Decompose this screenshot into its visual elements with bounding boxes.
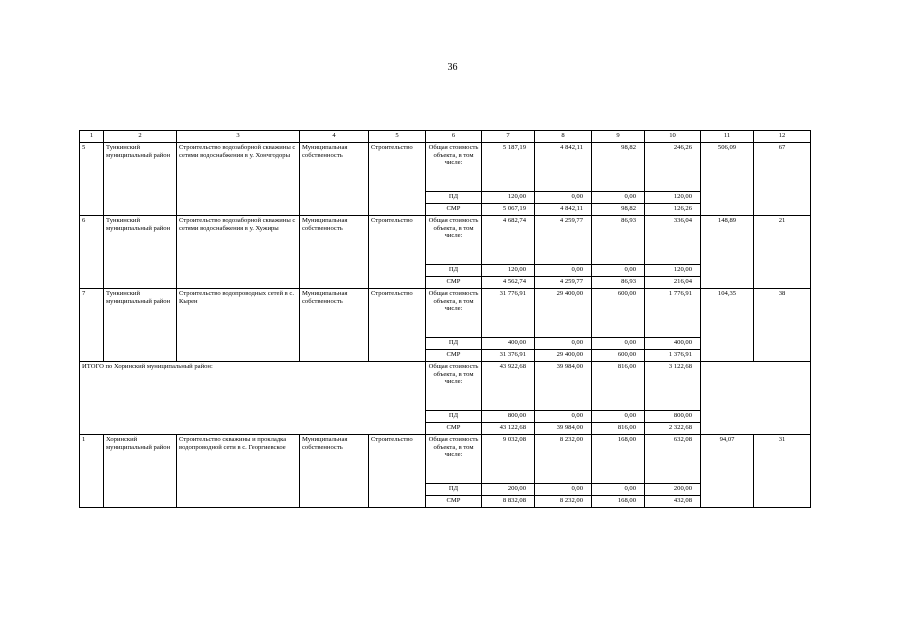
- value-cell: 816,00: [592, 362, 645, 411]
- smr-label: СМР: [426, 496, 482, 508]
- page-number: 36: [447, 62, 458, 73]
- value-cell: 632,08: [645, 435, 701, 484]
- objects-table: [79, 130, 811, 508]
- value-cell: 98,82: [592, 143, 645, 192]
- value-cell: 4 682,74: [482, 216, 535, 265]
- value-cell: 1 376,91: [645, 350, 701, 362]
- value-cell: 5 067,19: [482, 204, 535, 216]
- column-number: 7: [482, 131, 535, 143]
- value-cell: 43 122,68: [482, 423, 535, 435]
- row-number: 5: [80, 143, 104, 216]
- pd-label: ПД: [426, 411, 482, 423]
- value-cell: 86,93: [592, 216, 645, 265]
- pd-label: ПД: [426, 484, 482, 496]
- district-cell: Тункинский муниципальный район: [104, 289, 177, 362]
- value-cell: 216,04: [645, 277, 701, 289]
- empty-cell: [701, 362, 811, 435]
- value-cell: 200,00: [482, 484, 535, 496]
- value-cell: 8 232,00: [535, 435, 592, 484]
- col11-cell: 94,07: [701, 435, 754, 508]
- total-row-label: ИТОГО по Хоринский муниципальный район:: [80, 362, 426, 435]
- column-number: 1: [80, 131, 104, 143]
- pd-label: ПД: [426, 338, 482, 350]
- value-cell: 1 776,91: [645, 289, 701, 338]
- column-number: 12: [754, 131, 811, 143]
- table-row: [80, 143, 811, 192]
- column-number: 3: [177, 131, 300, 143]
- column-number: 6: [426, 131, 482, 143]
- col12-cell: 38: [754, 289, 811, 362]
- value-cell: 432,08: [645, 496, 701, 508]
- value-cell: 39 984,00: [535, 423, 592, 435]
- value-cell: 126,26: [645, 204, 701, 216]
- column-number: 5: [369, 131, 426, 143]
- value-cell: 29 400,00: [535, 350, 592, 362]
- value-cell: 31 376,91: [482, 350, 535, 362]
- column-number: 9: [592, 131, 645, 143]
- district-cell: Тункинский муниципальный район: [104, 216, 177, 289]
- value-cell: 336,04: [645, 216, 701, 265]
- ownership-cell: Муниципальная собственность: [300, 289, 369, 362]
- ownership-cell: Муниципальная собственность: [300, 435, 369, 508]
- value-cell: 400,00: [645, 338, 701, 350]
- value-cell: 120,00: [482, 192, 535, 204]
- col12-cell: 21: [754, 216, 811, 289]
- total-cost-label: Общая стоимость объекта, в том числе:: [426, 289, 482, 338]
- value-cell: 800,00: [482, 411, 535, 423]
- value-cell: 4 562,74: [482, 277, 535, 289]
- value-cell: 8 832,08: [482, 496, 535, 508]
- column-number: 10: [645, 131, 701, 143]
- value-cell: 246,26: [645, 143, 701, 192]
- value-cell: 0,00: [535, 484, 592, 496]
- smr-label: СМР: [426, 350, 482, 362]
- value-cell: 0,00: [592, 192, 645, 204]
- value-cell: 43 922,68: [482, 362, 535, 411]
- value-cell: 0,00: [535, 265, 592, 277]
- value-cell: 4 259,77: [535, 277, 592, 289]
- work-type-cell: Строительство: [369, 143, 426, 216]
- total-cost-label: Общая стоимость объекта, в том числе:: [426, 435, 482, 484]
- total-cost-label: Общая стоимость объекта, в том числе:: [426, 143, 482, 192]
- col11-cell: 104,35: [701, 289, 754, 362]
- value-cell: 800,00: [645, 411, 701, 423]
- smr-label: СМР: [426, 204, 482, 216]
- value-cell: 0,00: [535, 411, 592, 423]
- object-cell: Строительство водозаборной скважины с сетями водоснабжения в у. Хончгодоры: [177, 143, 300, 216]
- total-row: [80, 362, 811, 411]
- ownership-cell: Муниципальная собственность: [300, 143, 369, 216]
- column-number: 2: [104, 131, 177, 143]
- value-cell: 4 842,11: [535, 204, 592, 216]
- pd-label: ПД: [426, 192, 482, 204]
- value-cell: 400,00: [482, 338, 535, 350]
- object-cell: Строительство скважины и прокладка водопроводной сети в с. Георгиевское: [177, 435, 300, 508]
- column-number: 11: [701, 131, 754, 143]
- value-cell: 0,00: [592, 411, 645, 423]
- object-cell: Строительство водозаборной скважины с сетями водоснабжения в у. Хужиры: [177, 216, 300, 289]
- value-cell: 98,82: [592, 204, 645, 216]
- column-number-row: [80, 131, 811, 143]
- value-cell: 816,00: [592, 423, 645, 435]
- value-cell: 600,00: [592, 289, 645, 338]
- work-type-cell: Строительство: [369, 216, 426, 289]
- table-row: [80, 289, 811, 338]
- value-cell: 600,00: [592, 350, 645, 362]
- row-number: 7: [80, 289, 104, 362]
- row-number: 1: [80, 435, 104, 508]
- value-cell: 0,00: [592, 265, 645, 277]
- col12-cell: 67: [754, 143, 811, 216]
- value-cell: 39 984,00: [535, 362, 592, 411]
- value-cell: 0,00: [535, 192, 592, 204]
- district-cell: Хоринский муниципальный район: [104, 435, 177, 508]
- pd-label: ПД: [426, 265, 482, 277]
- column-number: 8: [535, 131, 592, 143]
- work-type-cell: Строительство: [369, 435, 426, 508]
- district-cell: Тункинский муниципальный район: [104, 143, 177, 216]
- value-cell: 9 032,08: [482, 435, 535, 484]
- ownership-cell: Муниципальная собственность: [300, 216, 369, 289]
- value-cell: 120,00: [645, 192, 701, 204]
- value-cell: 86,93: [592, 277, 645, 289]
- col11-cell: 506,09: [701, 143, 754, 216]
- value-cell: 31 776,91: [482, 289, 535, 338]
- value-cell: 0,00: [535, 338, 592, 350]
- row-number: 6: [80, 216, 104, 289]
- value-cell: 4 842,11: [535, 143, 592, 192]
- value-cell: 120,00: [645, 265, 701, 277]
- total-cost-label: Общая стоимость объекта, в том числе:: [426, 362, 482, 411]
- smr-label: СМР: [426, 423, 482, 435]
- value-cell: 168,00: [592, 435, 645, 484]
- value-cell: 2 322,68: [645, 423, 701, 435]
- value-cell: 120,00: [482, 265, 535, 277]
- value-cell: 0,00: [592, 484, 645, 496]
- table-row: [80, 435, 811, 484]
- col11-cell: 148,89: [701, 216, 754, 289]
- value-cell: 168,00: [592, 496, 645, 508]
- value-cell: 200,00: [645, 484, 701, 496]
- total-cost-label: Общая стоимость объекта, в том числе:: [426, 216, 482, 265]
- value-cell: 8 232,00: [535, 496, 592, 508]
- object-cell: Строительство водопроводных сетей в с. Кырен: [177, 289, 300, 362]
- value-cell: 3 122,68: [645, 362, 701, 411]
- value-cell: 0,00: [592, 338, 645, 350]
- column-number: 4: [300, 131, 369, 143]
- value-cell: 4 259,77: [535, 216, 592, 265]
- table-row: [80, 216, 811, 265]
- value-cell: 29 400,00: [535, 289, 592, 338]
- value-cell: 5 187,19: [482, 143, 535, 192]
- work-type-cell: Строительство: [369, 289, 426, 362]
- smr-label: СМР: [426, 277, 482, 289]
- col12-cell: 31: [754, 435, 811, 508]
